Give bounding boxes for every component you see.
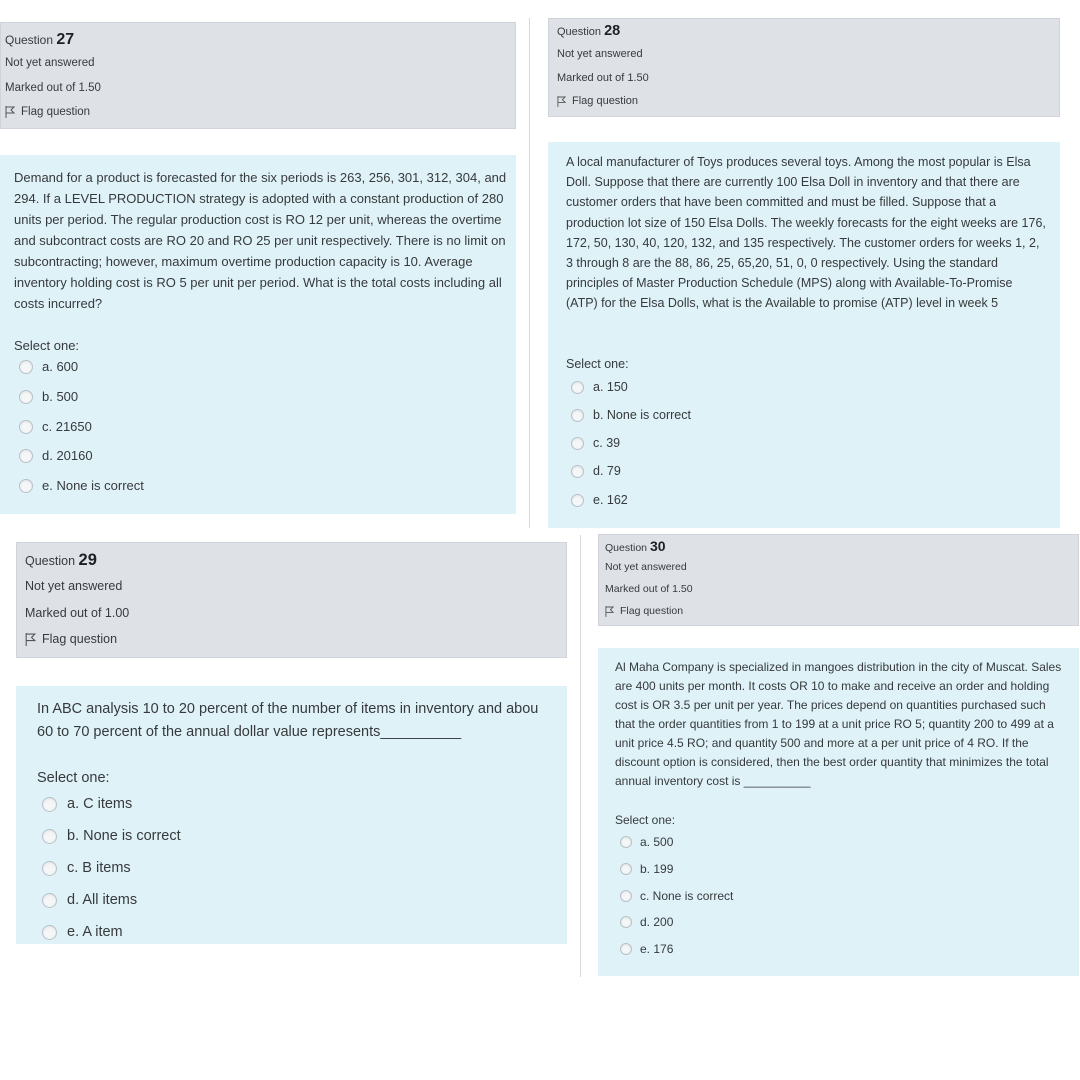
q30-option-label: b. 199 [640, 862, 674, 876]
radio-icon[interactable] [620, 836, 632, 848]
q29-option-c[interactable] [42, 860, 131, 876]
q30-info-panel [598, 534, 1079, 626]
q28-flag-label: Flag question [572, 95, 639, 107]
radio-icon[interactable] [620, 916, 632, 928]
q28-content-panel [548, 142, 1060, 528]
q29-question-text-line2: 60 to 70 percent of the annual dollar value represents__________ [37, 724, 462, 740]
q30-option-c[interactable] [620, 889, 733, 903]
q27-option-e[interactable] [19, 478, 144, 493]
q28-question-number: Question 28 [557, 23, 621, 39]
q30-option-label: e. 176 [640, 942, 674, 956]
q28-option-a[interactable] [571, 380, 628, 394]
q30-flag-label: Flag question [620, 605, 684, 617]
q29-grade: Marked out of 1.00 [25, 606, 130, 620]
q30-grade: Marked out of 1.50 [605, 583, 693, 595]
q28-option-label: e. 162 [593, 493, 628, 507]
q28-option-c[interactable] [571, 436, 620, 450]
q27-option-c[interactable] [19, 419, 92, 434]
pane-divider-bottom [580, 535, 581, 977]
radio-icon[interactable] [620, 890, 632, 902]
q28-option-d[interactable] [571, 464, 621, 478]
q29-question-number: Question 29 [25, 551, 97, 569]
flag-icon [557, 96, 566, 107]
q27-info-panel [0, 22, 516, 129]
q30-question-number: Question 30 [605, 538, 666, 554]
q27-select-one-label: Select one: [14, 338, 80, 353]
radio-icon[interactable] [42, 925, 57, 940]
q29-option-label: d. All items [67, 892, 138, 908]
radio-icon[interactable] [571, 437, 584, 450]
q28-state: Not yet answered [557, 48, 643, 60]
q29-flag-label: Flag question [42, 632, 118, 646]
flag-icon [5, 106, 15, 118]
q29-option-e[interactable] [42, 924, 123, 940]
q28-option-label: d. 79 [593, 464, 621, 478]
q30-option-label: a. 500 [640, 835, 674, 849]
radio-icon[interactable] [571, 381, 584, 394]
q29-option-label: b. None is correct [67, 828, 181, 844]
radio-icon[interactable] [620, 943, 632, 955]
q27-option-label: e. None is correct [42, 478, 144, 493]
radio-icon[interactable] [19, 420, 33, 434]
q29-question-text-line1: In ABC analysis 10 to 20 percent of the number of items in inventory and abou [37, 701, 539, 717]
q30-question-text: Al Maha Company is specialized in mangoes distribution in the city of Muscat. Sales are 400 units per month. It costs OR 10 to make and receive an order and holding cost is OR 3.5 per unit per year. The prices depend on quantities purchased such that the order quantities from 1 to 199 at a unit price RO 5; quantity 200 to 499 at a unit price 4.5 RO; and quantity 500 and more at a per unit price of 4 RO. If the discount option is considered, then the best order quantity that minimizes the total annual inventory cost is __________ [615, 660, 1062, 788]
radio-icon[interactable] [571, 465, 584, 478]
flag-icon [605, 606, 614, 617]
q30-option-d[interactable] [620, 915, 673, 929]
q29-content-panel [16, 686, 567, 944]
q30-option-a[interactable] [620, 835, 673, 849]
q30-option-e[interactable] [620, 942, 673, 956]
q27-grade: Marked out of 1.50 [5, 82, 101, 94]
q27-question-text: Demand for a product is forecasted for the six periods is 263, 256, 301, 312, 304, and 294. If a LEVEL PRODUCTION strategy is adopted with a constant production of 280 units per period. The regular production cost is RO 12 per unit, whereas the overtime and subcontract costs are RO 20 and RO 25 per unit respectively. There is no limit on subcontracting; however, maximum overtime production capacity is 10. Average inventory holding cost is RO 5 per unit per period. What is the total costs including all costs incurred? [14, 170, 507, 311]
q29-option-a[interactable] [42, 796, 132, 812]
radio-icon[interactable] [620, 863, 632, 875]
radio-icon[interactable] [42, 829, 57, 844]
q29-info-panel [16, 542, 567, 658]
q27-option-label: b. 500 [42, 389, 79, 404]
radio-icon[interactable] [19, 449, 33, 463]
radio-icon[interactable] [42, 861, 57, 876]
q28-info-panel [548, 18, 1060, 117]
q29-flag-question[interactable] [25, 632, 117, 646]
q28-option-label: a. 150 [593, 380, 628, 394]
radio-icon[interactable] [571, 409, 584, 422]
radio-icon[interactable] [19, 360, 33, 374]
q30-option-label: c. None is correct [640, 889, 734, 903]
q29-state: Not yet answered [25, 579, 123, 593]
flag-icon [25, 633, 36, 646]
q30-flag-question[interactable] [605, 605, 683, 617]
radio-icon[interactable] [42, 893, 57, 908]
q29-option-label: c. B items [67, 860, 131, 876]
q28-option-b[interactable] [571, 408, 691, 422]
q30-select-one-label: Select one: [615, 813, 676, 827]
radio-icon[interactable] [19, 479, 33, 493]
pane-divider-top [529, 18, 530, 528]
q28-flag-question[interactable] [557, 95, 638, 107]
q27-option-d[interactable] [19, 448, 93, 463]
q29-select-one-label: Select one: [37, 770, 110, 786]
q29-option-d[interactable] [42, 892, 137, 908]
q27-option-label: d. 20160 [42, 448, 93, 463]
q28-select-one-label: Select one: [566, 357, 629, 371]
radio-icon[interactable] [19, 390, 33, 404]
q30-content-panel [598, 648, 1079, 976]
q27-question-number: Question 27 [5, 31, 75, 48]
q27-option-label: a. 600 [42, 359, 79, 374]
q30-option-label: d. 200 [640, 915, 674, 929]
q28-option-label: c. 39 [593, 436, 621, 450]
q27-state: Not yet answered [5, 57, 95, 69]
q29-option-label: a. C items [67, 796, 133, 812]
q27-flag-label: Flag question [21, 106, 91, 118]
q29-option-label: e. A item [67, 924, 123, 940]
q28-option-e[interactable] [571, 493, 628, 507]
q30-state: Not yet answered [605, 561, 687, 573]
radio-icon[interactable] [42, 797, 57, 812]
q27-flag-question[interactable] [5, 106, 90, 118]
radio-icon[interactable] [571, 494, 584, 507]
q29-option-b[interactable] [42, 828, 181, 844]
q28-question-text: A local manufacturer of Toys produces several toys. Among the most popular is Elsa Doll. Suppose that there are currently 100 Elsa Doll in inventory and that there are customer orders that have been committed and must be filled. Suppose that a production lot size of 150 Elsa Dolls. The weekly forecasts for the eight weeks are 176, 172, 50, 130, 40, 120, 132, and 135 respectively. The customer orders for weeks 1, 2, 3 through 8 are the 88, 86, 25, 65,20, 51, 0, 0 respectively. Using the standard principles of Master Production Schedule (MPS) along with Available-To-Promise (ATP) for the Elsa Dolls, what is the Available to promise (ATP) level in week 5 [566, 155, 1046, 311]
q28-option-label: b. None is correct [593, 408, 691, 422]
q27-option-b[interactable] [19, 389, 78, 404]
q28-grade: Marked out of 1.50 [557, 72, 649, 84]
q27-content-panel [0, 155, 516, 514]
q30-option-b[interactable] [620, 862, 673, 876]
q27-option-label: c. 21650 [42, 419, 92, 434]
q27-option-a[interactable] [19, 359, 78, 374]
